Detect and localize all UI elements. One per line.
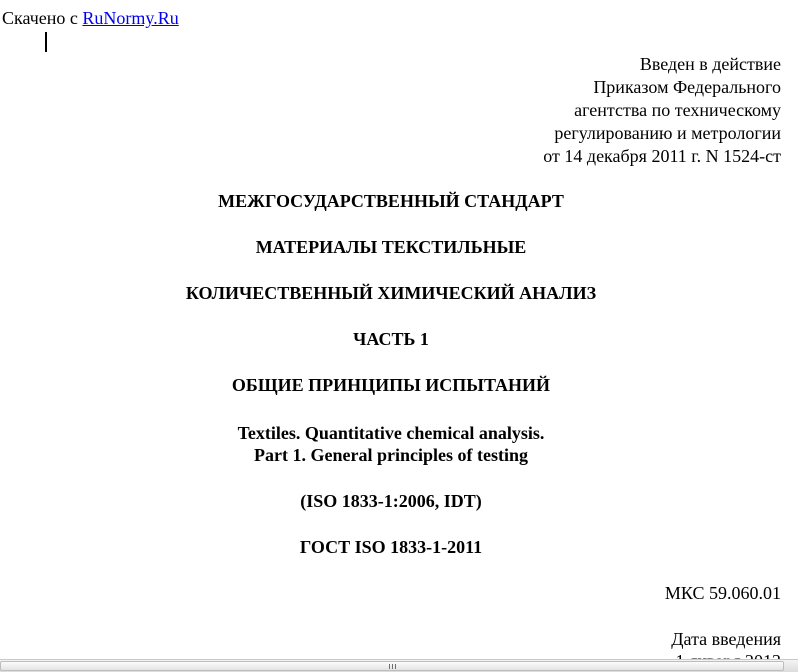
- text-cursor: [45, 32, 47, 52]
- approval-line: агентства по техническому: [574, 100, 781, 120]
- download-source-line: [2, 7, 179, 29]
- scrollbar-grip-icon: [389, 664, 398, 669]
- approval-line: Приказом Федерального: [593, 77, 781, 97]
- horizontal-scrollbar[interactable]: [0, 659, 798, 672]
- approval-line: от 14 декабря 2011 г. N 1524-ст: [543, 146, 781, 166]
- approval-line: регулированию и метрологии: [554, 123, 781, 143]
- runormy-link[interactable]: RuNormy.Ru: [82, 8, 179, 28]
- approval-line: Введен в действие: [639, 54, 781, 74]
- gost-designation: ГОСТ ISO 1833-1-2011: [299, 537, 483, 557]
- approval-block: [543, 53, 781, 168]
- scrollbar-thumb[interactable]: [0, 661, 784, 671]
- analysis-heading: КОЛИЧЕСТВЕННЫЙ ХИМИЧЕСКИЙ АНАЛИЗ: [185, 283, 597, 303]
- intro-date-label: Дата введения: [671, 629, 781, 649]
- english-title-line-1: Textiles. Quantitative chemical analysis.: [237, 423, 545, 443]
- principles-heading: ОБЩИЕ ПРИНЦИПЫ ИСПЫТАНИЙ: [231, 375, 551, 395]
- iso-reference: (ISO 1833-1:2006, IDT): [300, 491, 482, 511]
- mks-code: МКС 59.060.01: [664, 583, 781, 603]
- english-title-line-2: Part 1. General principles of testing: [254, 445, 528, 465]
- download-source-prefix: Скачено с: [2, 8, 83, 28]
- subject-heading: МАТЕРИАЛЫ ТЕКСТИЛЬНЫЕ: [255, 237, 527, 257]
- part-heading: ЧАСТЬ 1: [353, 329, 429, 349]
- standard-type-heading: МЕЖГОСУДАРСТВЕННЫЙ СТАНДАРТ: [218, 191, 564, 211]
